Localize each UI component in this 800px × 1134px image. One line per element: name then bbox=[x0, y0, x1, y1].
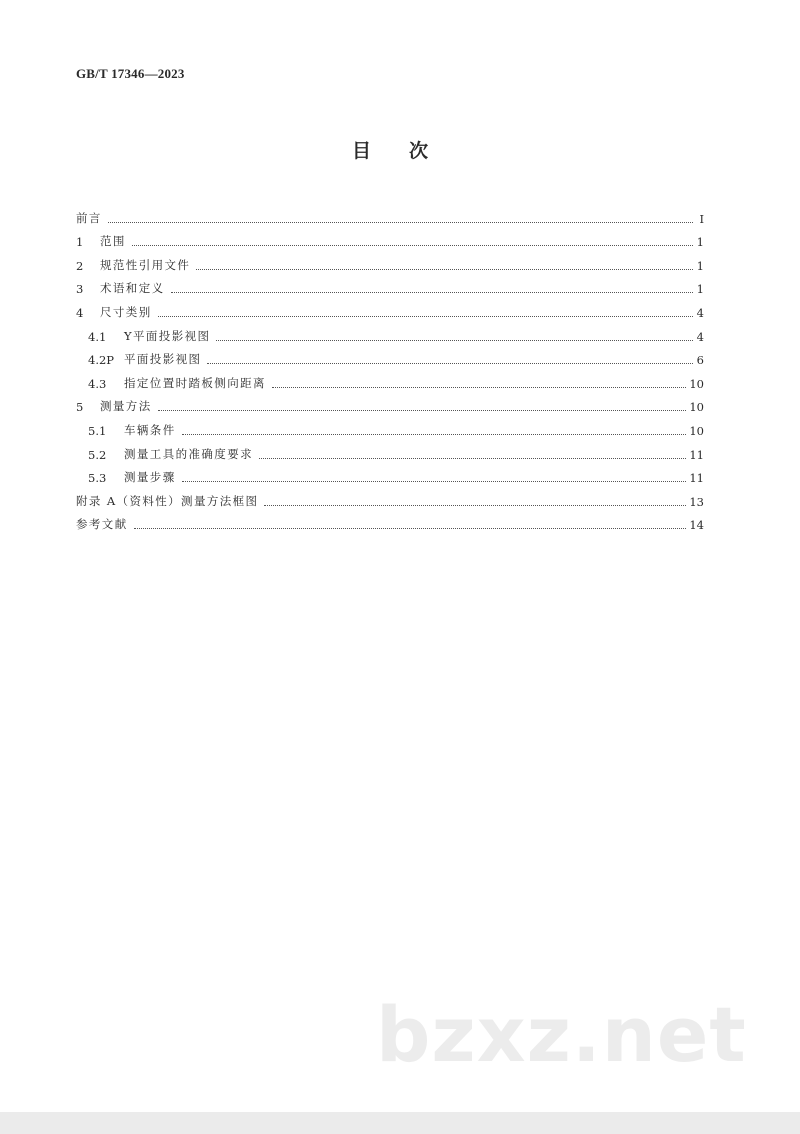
toc-entry-number: 4.2P bbox=[88, 353, 115, 368]
toc-entry-page: 11 bbox=[689, 471, 704, 486]
toc-entry-number: 4 bbox=[76, 305, 84, 320]
toc-entry[interactable] bbox=[76, 485, 704, 509]
toc-entry-page: I bbox=[699, 211, 704, 226]
toc-dot-leader bbox=[259, 457, 686, 459]
toc-entry[interactable] bbox=[76, 367, 704, 391]
toc-entry-page: 4 bbox=[696, 329, 704, 344]
toc-entry-page: 4 bbox=[696, 305, 704, 320]
toc-entry[interactable] bbox=[76, 438, 704, 462]
page-bottom-band bbox=[0, 1112, 800, 1134]
toc-entry-number: 5.2 bbox=[88, 447, 107, 462]
toc-entry[interactable] bbox=[76, 462, 704, 486]
toc-entry-page: 11 bbox=[689, 447, 704, 462]
toc-entry-page: 6 bbox=[696, 353, 704, 368]
toc-entry-number: 2 bbox=[76, 258, 84, 273]
toc-entry-number: 5.3 bbox=[88, 471, 107, 486]
toc-entry-page: 1 bbox=[696, 258, 704, 273]
toc-dot-leader bbox=[182, 433, 687, 435]
toc-entry-label: 测量方法 bbox=[100, 399, 152, 414]
toc-entry-number: 4.1 bbox=[88, 329, 107, 344]
standard-code: GB/T 17346—2023 bbox=[76, 66, 185, 81]
toc-dot-leader bbox=[132, 244, 693, 246]
toc-dot-leader bbox=[108, 221, 693, 223]
toc-entry[interactable] bbox=[76, 509, 704, 533]
toc-entry[interactable] bbox=[76, 320, 704, 344]
toc-entry-label: 车辆条件 bbox=[124, 422, 176, 437]
toc-entry-label: 附录 A（资料性）测量方法框图 bbox=[76, 493, 259, 508]
toc-entry-page: 10 bbox=[689, 423, 704, 438]
toc-dot-leader bbox=[264, 504, 686, 506]
toc-entry-label: 规范性引用文件 bbox=[100, 257, 191, 272]
toc-entry[interactable] bbox=[76, 226, 704, 250]
toc-entry-number: 5.1 bbox=[88, 423, 107, 438]
toc-entry[interactable] bbox=[76, 273, 704, 297]
toc-entry-label: 范围 bbox=[100, 234, 126, 249]
toc-dot-leader bbox=[207, 362, 693, 364]
toc-entry-number: 4.3 bbox=[88, 376, 107, 391]
toc-entry-number: 1 bbox=[76, 235, 84, 250]
toc-entry-label: 指定位置时踏板侧向距离 bbox=[124, 375, 266, 390]
toc-entry-label: 术语和定义 bbox=[100, 281, 165, 296]
toc-title: 目次 bbox=[351, 140, 466, 162]
toc-entry-page: 13 bbox=[689, 494, 704, 509]
toc-dot-leader bbox=[182, 480, 687, 482]
toc-dot-leader bbox=[158, 315, 693, 317]
toc-entry-page: 10 bbox=[689, 376, 704, 391]
table-of-contents bbox=[76, 202, 704, 532]
toc-entry-label: Y平面投影视图 bbox=[124, 328, 211, 343]
toc-dot-leader bbox=[171, 291, 694, 293]
toc-dot-leader bbox=[134, 527, 687, 529]
toc-entry-label: 测量工具的准确度要求 bbox=[124, 446, 253, 461]
toc-entry-label: 前言 bbox=[76, 210, 102, 225]
toc-entry[interactable] bbox=[76, 414, 704, 438]
toc-dot-leader bbox=[216, 339, 693, 341]
toc-entry-label: 平面投影视图 bbox=[124, 352, 202, 367]
toc-entry-number: 5 bbox=[76, 400, 84, 415]
toc-dot-leader bbox=[272, 386, 686, 388]
toc-entry-page: 14 bbox=[689, 518, 704, 533]
toc-entry[interactable] bbox=[76, 344, 704, 368]
toc-entry-number: 3 bbox=[76, 282, 84, 297]
toc-entry-page: 1 bbox=[696, 235, 704, 250]
toc-entry-page: 10 bbox=[689, 400, 704, 415]
toc-dot-leader bbox=[158, 409, 687, 411]
toc-entry[interactable] bbox=[76, 249, 704, 273]
toc-entry[interactable] bbox=[76, 391, 704, 415]
watermark-logo: bzxz.net bbox=[376, 990, 747, 1079]
toc-dot-leader bbox=[196, 268, 693, 270]
toc-entry[interactable] bbox=[76, 202, 704, 226]
toc-entry-page: 1 bbox=[696, 282, 704, 297]
toc-entry[interactable] bbox=[76, 296, 704, 320]
toc-entry-label: 尺寸类别 bbox=[100, 304, 152, 319]
toc-entry-label: 参考文献 bbox=[76, 517, 128, 532]
toc-entry-label: 测量步骤 bbox=[124, 470, 176, 485]
